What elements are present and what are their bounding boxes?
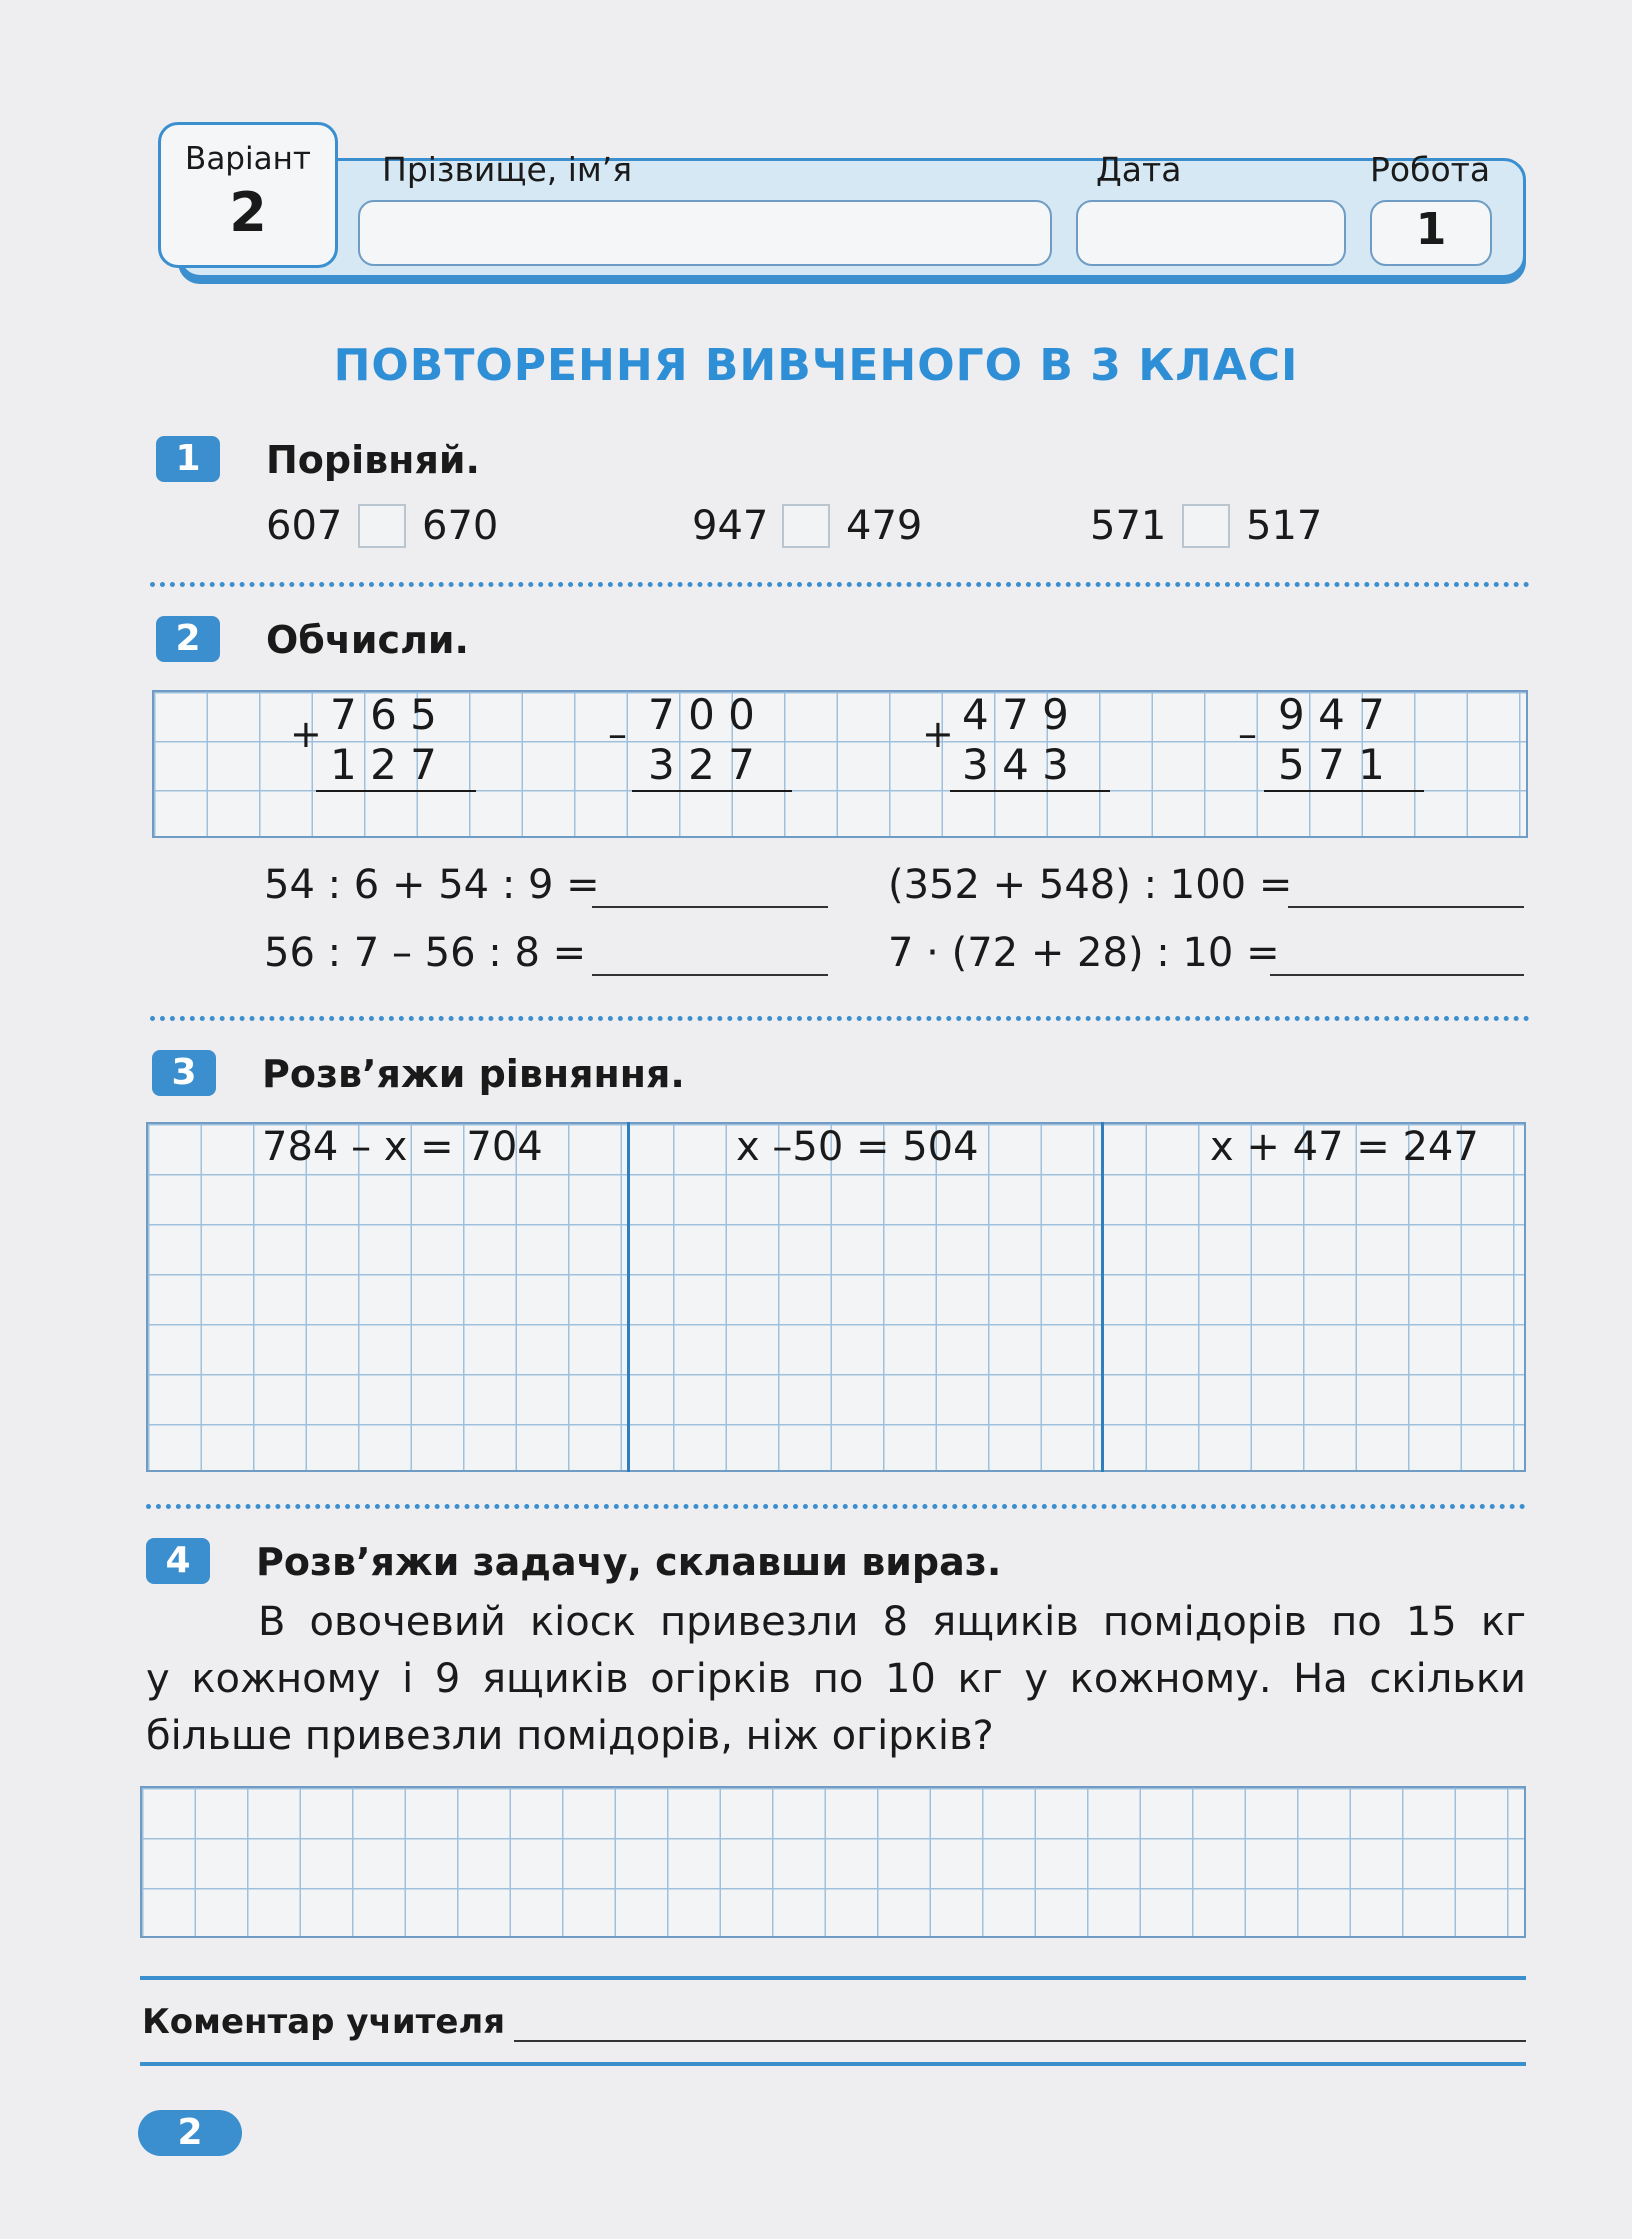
- equation-3: x + 47 = 247: [1210, 1124, 1479, 1170]
- solution-grid[interactable]: [140, 1786, 1526, 1938]
- col-4-sign: –: [1238, 712, 1257, 756]
- task-number-2: 2: [156, 616, 220, 662]
- name-field[interactable]: [358, 200, 1052, 266]
- date-field[interactable]: [1076, 200, 1346, 266]
- col-1-top: 7 6 5: [330, 690, 437, 739]
- page-title: ПОВТОРЕННЯ ВИВЧЕНОГО В 3 КЛАСІ: [333, 340, 1299, 391]
- compare-2-box[interactable]: [782, 504, 830, 548]
- expr-3: 56 : 7 – 56 : 8 =: [264, 930, 587, 976]
- variant-label: Варіант: [185, 141, 311, 177]
- col-3-sign: +: [922, 712, 954, 756]
- compare-3-right: 517: [1246, 503, 1323, 549]
- col-4-underline: [1264, 790, 1424, 792]
- compare-3-left: 571: [1090, 503, 1167, 549]
- work-number: 1: [1415, 204, 1447, 255]
- expr-4-answer-line[interactable]: [1270, 974, 1524, 976]
- divider-2: [150, 1016, 1530, 1021]
- comment-bottom-line: [140, 2062, 1526, 2066]
- task-number-3: 3: [152, 1050, 216, 1096]
- col-2-sign: –: [608, 712, 627, 756]
- header: [158, 122, 1528, 282]
- compare-2-right: 479: [846, 503, 923, 549]
- compare-1-right: 670: [422, 503, 499, 549]
- compare-3-box[interactable]: [1182, 504, 1230, 548]
- comment-label: Коментар учителя: [142, 2002, 506, 2042]
- col-4-bottom: 5 7 1: [1278, 740, 1385, 789]
- task4-line-3: більше привезли помідорів, ніж огірків?: [146, 1713, 994, 1759]
- expr-4: 7 · (72 + 28) : 10 =: [888, 930, 1280, 976]
- task3-title: Розв’яжи рівняння.: [262, 1052, 685, 1096]
- col-1-bottom: 1 2 7: [330, 740, 437, 789]
- col-3-underline: [950, 790, 1110, 792]
- col-1-underline: [316, 790, 476, 792]
- divider-3: [146, 1504, 1526, 1509]
- col-1-sign: +: [290, 712, 322, 756]
- compare-2-left: 947: [692, 503, 769, 549]
- work-label: Робота: [1370, 150, 1491, 189]
- variant-box: [158, 122, 338, 268]
- col-3-bottom: 3 4 3: [962, 740, 1069, 789]
- comment-answer-line[interactable]: [514, 2040, 1526, 2042]
- expr-1: 54 : 6 + 54 : 9 =: [264, 862, 600, 908]
- equation-2: x –50 = 504: [736, 1124, 979, 1170]
- task2-title: Обчисли.: [266, 618, 469, 662]
- task-number-4: 4: [146, 1538, 210, 1584]
- page-number: 2: [138, 2110, 242, 2156]
- comment-top-line: [140, 1976, 1526, 1980]
- task1-title: Порівняй.: [266, 438, 480, 482]
- col-3-top: 4 7 9: [962, 690, 1069, 739]
- col-4-top: 9 4 7: [1278, 690, 1385, 739]
- task4-line-2: у кожному і 9 ящиків огірків по 10 кг у кожному. На скільки: [146, 1656, 1526, 1702]
- task4-problem-text: [146, 1594, 1526, 1765]
- task4-title: Розв’яжи задачу, склавши вираз.: [256, 1540, 1002, 1584]
- equation-divider-1: [627, 1122, 630, 1472]
- task4-line-1: В овочевий кіоск привезли 8 ящиків помідорів по 15 кг: [258, 1599, 1526, 1645]
- expr-2: (352 + 548) : 100 =: [888, 862, 1293, 908]
- col-2-top: 7 0 0: [648, 690, 755, 739]
- task-number-1: 1: [156, 436, 220, 482]
- col-2-bottom: 3 2 7: [648, 740, 755, 789]
- col-2-underline: [632, 790, 792, 792]
- date-label: Дата: [1096, 150, 1182, 189]
- divider-1: [150, 582, 1530, 587]
- expr-2-answer-line[interactable]: [1288, 906, 1524, 908]
- name-label: Прізвище, ім’я: [382, 150, 633, 189]
- compare-1-left: 607: [266, 503, 343, 549]
- equation-grid[interactable]: [146, 1122, 1526, 1472]
- equation-divider-2: [1101, 1122, 1104, 1472]
- expr-3-answer-line[interactable]: [592, 974, 828, 976]
- expr-1-answer-line[interactable]: [592, 906, 828, 908]
- equation-1: 784 – x = 704: [262, 1124, 543, 1170]
- compare-1-box[interactable]: [358, 504, 406, 548]
- variant-number: 2: [229, 181, 267, 244]
